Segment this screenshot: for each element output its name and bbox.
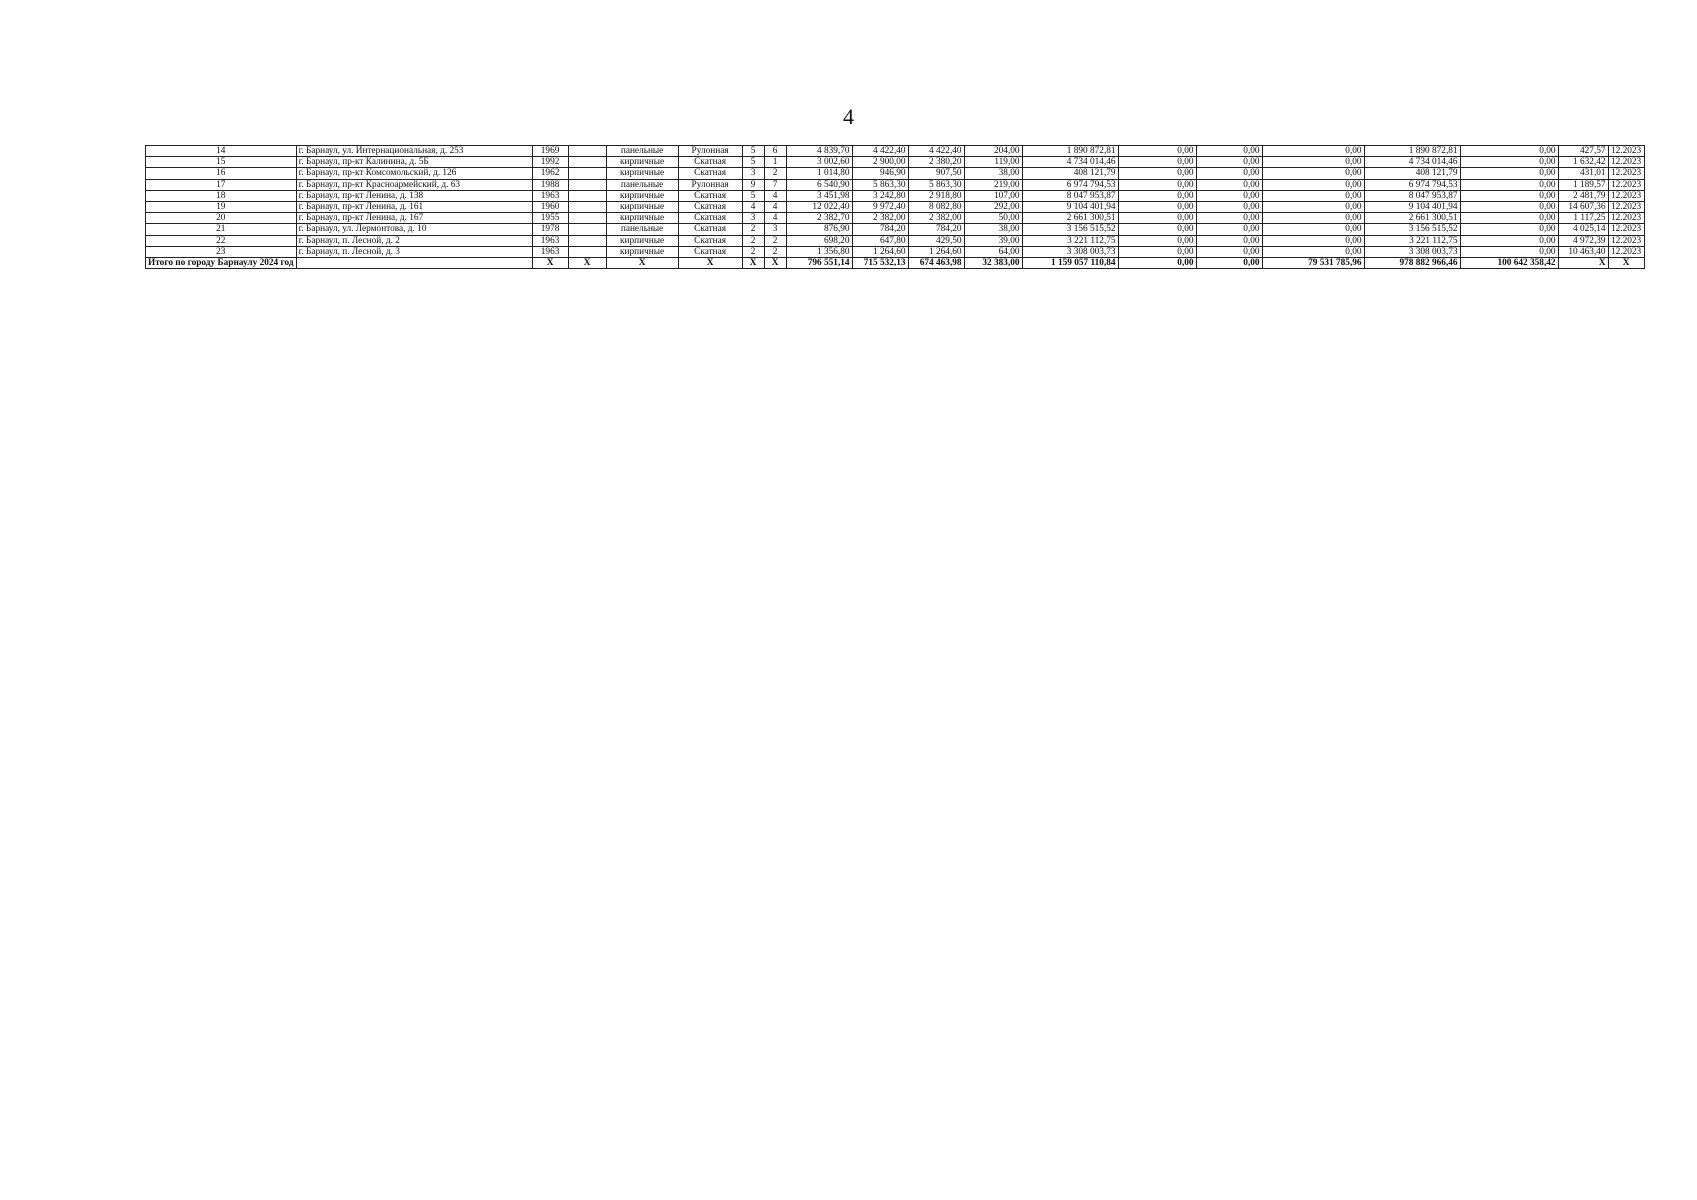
table-cell: г. Барнаул, ул. Интернациональная, д. 253 [296,146,532,157]
table-row [146,157,1645,168]
table-cell: 3 242,80 [852,190,908,201]
table-cell: панельные [606,179,678,190]
table-cell: 0,00 [1460,224,1558,235]
table-cell: 2 382,70 [786,213,852,224]
table-cell: 1978 [532,224,568,235]
table-cell: 1963 [532,246,568,257]
table-row [146,235,1645,246]
table-cell: 2 382,00 [852,213,908,224]
table-cell: Скатная [678,235,742,246]
table-cell: 2 [764,235,786,246]
table-cell: 5 [742,157,764,168]
table-cell: 0,00 [1118,235,1196,246]
table-cell: X [1608,257,1644,268]
table-cell: 647,80 [852,235,908,246]
table-cell: 1988 [532,179,568,190]
table-cell: г. Барнаул, пр-кт Ленина, д. 138 [296,190,532,201]
table-cell: г. Барнаул, пр-кт Комсомольский, д. 126 [296,168,532,179]
table-cell: 2 [764,246,786,257]
table-cell: 0,00 [1118,246,1196,257]
table-cell: 0,00 [1262,190,1364,201]
table-cell: 1 356,80 [786,246,852,257]
table-cell: 0,00 [1460,168,1558,179]
table-cell: 3 308 003,73 [1022,246,1118,257]
table-cell [568,224,606,235]
table-cell: 14 607,36 [1558,201,1608,212]
table-cell: 0,00 [1262,146,1364,157]
table-cell: 10 463,40 [1558,246,1608,257]
table-cell: 12.2023 [1608,224,1644,235]
table-cell: 1 890 872,81 [1022,146,1118,157]
table-cell [296,257,532,268]
table-body [146,146,1645,269]
table-cell: 4 025,14 [1558,224,1608,235]
table-cell: 0,00 [1196,201,1262,212]
table-cell: 1 014,80 [786,168,852,179]
table-cell: 4 734 014,46 [1364,157,1460,168]
table-cell: X [678,257,742,268]
table-cell: 7 [764,179,786,190]
table-cell: X [568,257,606,268]
table-cell: 427,57 [1558,146,1608,157]
table-cell: г. Барнаул, пр-кт Калинина, д. 5Б [296,157,532,168]
table-cell: 4 [764,190,786,201]
table-cell: Скатная [678,213,742,224]
table-cell: 5 [742,146,764,157]
table-cell: 2 661 300,51 [1364,213,1460,224]
table-cell: Скатная [678,201,742,212]
table-cell: 1 632,42 [1558,157,1608,168]
table-cell: 20 [146,213,297,224]
table-cell: 1 189,57 [1558,179,1608,190]
table-row [146,246,1645,257]
table-cell: кирпичные [606,246,678,257]
table-cell: 0,00 [1118,213,1196,224]
table-cell [568,146,606,157]
table-cell: 0,00 [1262,179,1364,190]
table-cell: 4 972,39 [1558,235,1608,246]
table-cell: 15 [146,157,297,168]
table-cell: 0,00 [1460,213,1558,224]
table-cell: 12.2023 [1608,246,1644,257]
table-cell: 698,20 [786,235,852,246]
table-cell: Рулонная [678,146,742,157]
table-cell: 0,00 [1118,190,1196,201]
table-row [146,179,1645,190]
table-cell: 0,00 [1460,179,1558,190]
table-cell: 23 [146,246,297,257]
table-cell: 3 [742,168,764,179]
page-number: 4 [843,104,854,129]
table-cell: X [532,257,568,268]
table-cell: 5 863,30 [908,179,964,190]
table-cell: 3 308 003,73 [1364,246,1460,257]
table-cell: Рулонная [678,179,742,190]
table-cell: 0,00 [1196,146,1262,157]
table-cell: 2 661 300,51 [1022,213,1118,224]
table-cell: 16 [146,168,297,179]
table-cell: 0,00 [1118,257,1196,268]
table-cell: X [1558,257,1608,268]
table-cell: 0,00 [1460,157,1558,168]
table-row [146,146,1645,157]
table-cell: X [742,257,764,268]
table-cell: 9 [742,179,764,190]
table-cell: 12 022,40 [786,201,852,212]
table-cell: 0,00 [1262,224,1364,235]
table-cell: 3 221 112,75 [1022,235,1118,246]
table-cell: 0,00 [1262,235,1364,246]
table-cell: 8 082,80 [908,201,964,212]
table-cell: 0,00 [1118,201,1196,212]
table-cell: 17 [146,179,297,190]
table-cell: 1960 [532,201,568,212]
table-cell: 38,00 [964,224,1022,235]
table-cell: 0,00 [1196,257,1262,268]
table-cell: 1963 [532,190,568,201]
table-row [146,213,1645,224]
table-cell [568,168,606,179]
table-cell: 100 642 358,42 [1460,257,1558,268]
table-cell: 119,00 [964,157,1022,168]
table-cell: 0,00 [1118,168,1196,179]
table-cell: 0,00 [1262,213,1364,224]
table-cell: 4 [742,201,764,212]
table-cell: 0,00 [1460,146,1558,157]
table-row [146,168,1645,179]
table-cell: 12.2023 [1608,190,1644,201]
table-cell [568,235,606,246]
table-cell: 1963 [532,235,568,246]
table-cell: 5 863,30 [852,179,908,190]
table-cell: кирпичные [606,157,678,168]
table-cell: г. Барнаул, пр-кт Ленина, д. 167 [296,213,532,224]
table-cell: 4 [764,201,786,212]
table-cell: 0,00 [1196,179,1262,190]
table-cell: 107,00 [964,190,1022,201]
table-cell [568,213,606,224]
table-cell: панельные [606,224,678,235]
table-row [146,257,1645,268]
table-cell: 9 972,40 [852,201,908,212]
table-cell: 0,00 [1262,168,1364,179]
table-cell: 0,00 [1196,157,1262,168]
table-cell: 4 839,70 [786,146,852,157]
table-cell: 6 974 794,53 [1022,179,1118,190]
table-cell: 784,20 [908,224,964,235]
table-cell: 3 [764,224,786,235]
table-cell: 0,00 [1196,235,1262,246]
table-cell: 12.2023 [1608,157,1644,168]
table-cell: 0,00 [1196,168,1262,179]
table-cell: 12.2023 [1608,146,1644,157]
table-cell: 9 104 401,94 [1364,201,1460,212]
table-cell: 12.2023 [1608,201,1644,212]
table-cell: 22 [146,235,297,246]
table-cell: 0,00 [1118,179,1196,190]
table-cell: г. Барнаул, пр-кт Красноармейский, д. 63 [296,179,532,190]
table-cell: кирпичные [606,168,678,179]
table-cell: 978 882 966,46 [1364,257,1460,268]
table-cell: 0,00 [1196,213,1262,224]
table-cell: 6 974 794,53 [1364,179,1460,190]
table-cell: 6 540,90 [786,179,852,190]
table-cell: 0,00 [1460,246,1558,257]
table-cell: X [606,257,678,268]
table-cell: 3 451,98 [786,190,852,201]
table-cell: 8 047 953,87 [1364,190,1460,201]
table-cell: 5 [742,190,764,201]
table-cell: 431,01 [1558,168,1608,179]
table-cell: г. Барнаул, п. Лесной, д. 2 [296,235,532,246]
table-cell: 64,00 [964,246,1022,257]
table-row [146,190,1645,201]
table-cell: 429,50 [908,235,964,246]
table-cell: 4 734 014,46 [1022,157,1118,168]
table-cell: 2 918,80 [908,190,964,201]
table-cell [568,179,606,190]
table-cell: г. Барнаул, п. Лесной, д. 3 [296,246,532,257]
table-cell: Скатная [678,157,742,168]
table-cell: 3 [742,213,764,224]
table-cell: 50,00 [964,213,1022,224]
table-cell: 4 422,40 [852,146,908,157]
table-cell: 1 117,25 [1558,213,1608,224]
table-cell: 2 [764,168,786,179]
table-cell: 204,00 [964,146,1022,157]
table-cell: 0,00 [1118,224,1196,235]
table-cell: 6 [764,146,786,157]
table-cell: 292,00 [964,201,1022,212]
table-cell: 2 [742,246,764,257]
table-cell: г. Барнаул, пр-кт Ленина, д. 161 [296,201,532,212]
table-cell: 0,00 [1196,246,1262,257]
table-cell: г. Барнаул, ул. Лермонтова, д. 10 [296,224,532,235]
table-cell: 674 463,98 [908,257,964,268]
table-cell: 3 156 515,52 [1364,224,1460,235]
table-cell: 1 159 057 110,84 [1022,257,1118,268]
table-cell: 0,00 [1118,146,1196,157]
table-cell: кирпичные [606,201,678,212]
table-cell [568,246,606,257]
table-cell: 3 221 112,75 [1364,235,1460,246]
table-cell: 19 [146,201,297,212]
table-cell: 0,00 [1460,235,1558,246]
table-cell: 219,00 [964,179,1022,190]
table-cell: 12.2023 [1608,179,1644,190]
table-cell: 0,00 [1262,201,1364,212]
table-cell: 2 [742,224,764,235]
table-cell: 1955 [532,213,568,224]
table-cell: кирпичные [606,213,678,224]
table-cell: 1 264,60 [852,246,908,257]
table-cell: 907,50 [908,168,964,179]
table-cell: 4 [764,213,786,224]
housing-repair-table [145,145,1645,269]
table-cell: 1 264,60 [908,246,964,257]
table-cell: 408 121,79 [1022,168,1118,179]
table-cell: Скатная [678,190,742,201]
table-cell: 79 531 785,96 [1262,257,1364,268]
table-cell: 796 551,14 [786,257,852,268]
table-cell: Скатная [678,224,742,235]
table-cell: Скатная [678,246,742,257]
table-cell: X [764,257,786,268]
table-cell: Скатная [678,168,742,179]
table-cell: 0,00 [1460,190,1558,201]
table-cell: 2 481,79 [1558,190,1608,201]
table-cell: 2 [742,235,764,246]
table-cell: 784,20 [852,224,908,235]
table-cell: 0,00 [1460,201,1558,212]
table-cell: 1969 [532,146,568,157]
table-cell: 14 [146,146,297,157]
table-cell [568,157,606,168]
table-cell: 3 156 515,52 [1022,224,1118,235]
table-cell: 9 104 401,94 [1022,201,1118,212]
table-cell: 0,00 [1118,157,1196,168]
table-cell: 21 [146,224,297,235]
table-cell: 4 422,40 [908,146,964,157]
table-cell: 38,00 [964,168,1022,179]
table-cell: 18 [146,190,297,201]
table-cell: 2 382,00 [908,213,964,224]
table-cell: 32 383,00 [964,257,1022,268]
table-cell: 3 002,60 [786,157,852,168]
table-cell: 0,00 [1262,246,1364,257]
table-cell: 0,00 [1196,224,1262,235]
table-cell: 0,00 [1262,157,1364,168]
table-cell: 1992 [532,157,568,168]
table-cell: 2 380,20 [908,157,964,168]
table-cell: 1962 [532,168,568,179]
table-cell: 408 121,79 [1364,168,1460,179]
table-cell: 876,90 [786,224,852,235]
table-cell: 1 [764,157,786,168]
table-cell: 2 900,00 [852,157,908,168]
table-cell: 0,00 [1196,190,1262,201]
table-cell: 12.2023 [1608,235,1644,246]
table-cell: 39,00 [964,235,1022,246]
table-cell: Итого по городу Барнаулу 2024 год [146,257,297,268]
table-cell [568,201,606,212]
table-cell: кирпичные [606,190,678,201]
table-row [146,201,1645,212]
table-cell: 1 890 872,81 [1364,146,1460,157]
table-cell: 8 047 953,87 [1022,190,1118,201]
table-cell: панельные [606,146,678,157]
table-cell [568,190,606,201]
table-cell: кирпичные [606,235,678,246]
table-cell: 12.2023 [1608,168,1644,179]
table-cell: 12.2023 [1608,213,1644,224]
table-cell: 715 532,13 [852,257,908,268]
table-row [146,224,1645,235]
table-cell: 946,90 [852,168,908,179]
